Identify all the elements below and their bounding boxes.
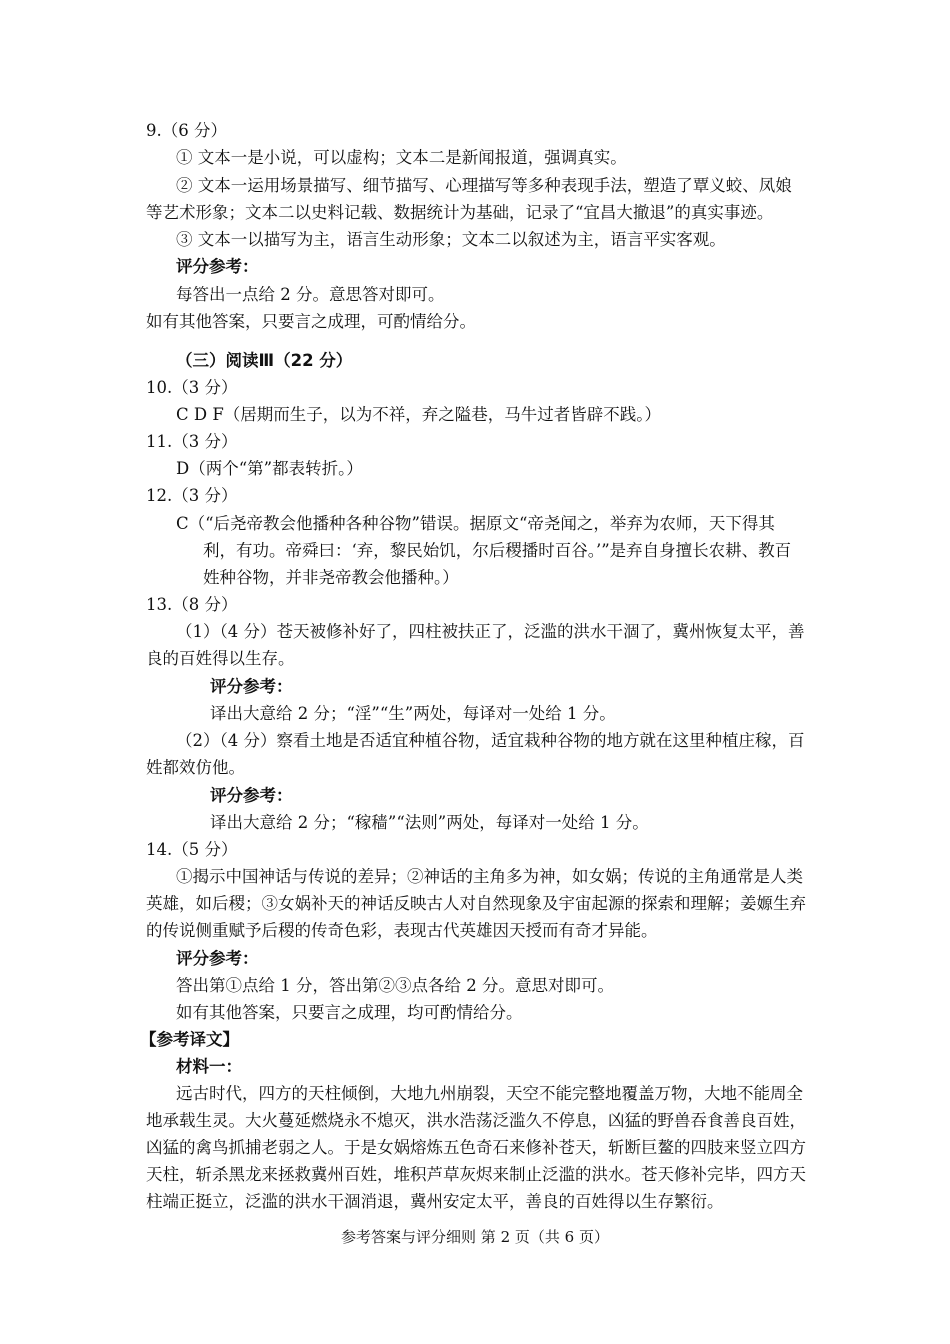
q13-part-1-line-2: 良的百姓得以生存。: [146, 649, 295, 668]
translation-line-4: 天柱，斩杀黑龙来拯救冀州百姓，堆积芦草灰烬来制止泛滥的洪水。苍天修补完毕，四方天: [146, 1165, 806, 1184]
translation-line-2: 地承载生灵。大火蔓延燃烧永不熄灭，洪水浩荡泛滥久不停息，凶猛的野兽吞食善良百姓，: [146, 1111, 806, 1130]
translation-line-1: 远古时代，四方的天柱倾倒，大地九州崩裂，天空不能完整地覆盖万物，大地不能周全: [176, 1084, 803, 1103]
q12-answer-line-1: C（“后尧帝教会他播种各种谷物”错误。据原文“帝尧闻之，举弃为农师，天下得其: [176, 514, 775, 533]
q14-scoring-rule: 答出第①点给 1 分，答出第②③点各给 2 分。意思对即可。: [176, 976, 614, 995]
q12-heading: 12.（3 分）: [146, 486, 238, 505]
q13-part-2-line-1: （2）（4 分）察看土地是否适宜种植谷物，适宜栽种谷物的地方就在这里种植庄稼，百: [176, 731, 805, 750]
q9-heading: 9.（6 分）: [146, 121, 227, 140]
q14-scoring-title: 评分参考：: [176, 949, 259, 968]
q14-heading: 14.（5 分）: [146, 840, 238, 859]
q9-scoring-note: 如有其他答案，只要言之成理，可酌情给分。: [146, 312, 476, 331]
q9-point-3: ③ 文本一以描写为主，语言生动形象；文本二以叙述为主，语言平实客观。: [176, 230, 726, 249]
material-1-label: 材料一：: [176, 1057, 242, 1076]
section-heading-reading-3: （三）阅读Ⅲ（22 分）: [176, 351, 353, 370]
q10-answer: C D F（居期而生子，以为不祥，弃之隘巷，马牛过者皆辟不践。）: [176, 405, 662, 424]
q12-answer-line-3: 姓种谷物，并非尧帝教会他播种。）: [203, 568, 459, 587]
page-footer: 参考答案与评分细则 第 2 页（共 6 页）: [341, 1228, 609, 1246]
q9-scoring-rule: 每答出一点给 2 分。意思答对即可。: [176, 285, 445, 304]
q13-part-2-line-2: 姓都效仿他。: [146, 758, 245, 777]
q13-heading: 13.（8 分）: [146, 595, 238, 614]
q13-part-1-line-1: （1）（4 分）苍天被修补好了，四柱被扶正了，泛滥的洪水干涸了，冀州恢复太平，善: [176, 622, 805, 641]
q9-point-2-line-1: ② 文本一运用场景描写、细节描写、心理描写等多种表现手法，塑造了覃义蛟、凤娘: [176, 176, 792, 195]
q13-part-1-scoring-rule: 译出大意给 2 分；“淫”“生”两处，每译对一处给 1 分。: [210, 704, 616, 723]
reference-translation-title: 【参考译文】: [140, 1030, 239, 1049]
q9-scoring-title: 评分参考：: [176, 257, 259, 276]
q9-point-1: ① 文本一是小说，可以虚构；文本二是新闻报道，强调真实。: [176, 148, 627, 167]
q13-part-2-scoring-title: 评分参考：: [210, 786, 293, 805]
q14-answer-line-2: 英雄，如后稷；③女娲补天的神话反映古人对自然现象及宇宙起源的探索和理解；姜嫄生弃: [146, 894, 806, 913]
q14-answer-line-1: ①揭示中国神话与传说的差异；②神话的主角多为神，如女娲；传说的主角通常是人类: [176, 867, 803, 886]
q10-heading: 10.（3 分）: [146, 378, 238, 397]
q13-part-1-scoring-title: 评分参考：: [210, 677, 293, 696]
q14-scoring-note: 如有其他答案，只要言之成理，均可酌情给分。: [176, 1003, 523, 1022]
q11-heading: 11.（3 分）: [146, 432, 238, 451]
q12-answer-line-2: 利，有功。帝舜曰：‘弃，黎民始饥，尔后稷播时百谷。’”是弃自身擅长农耕、教百: [203, 541, 792, 560]
q13-part-2-scoring-rule: 译出大意给 2 分；“稼穑”“法则”两处，每译对一处给 1 分。: [210, 813, 649, 832]
q11-answer: D（两个“第”都表转折。）: [176, 459, 363, 478]
q9-point-2-line-2: 等艺术形象；文本二以史料记载、数据统计为基础，记录了“宜昌大撤退”的真实事迹。: [146, 203, 774, 222]
q14-answer-line-3: 的传说侧重赋予后稷的传奇色彩，表现古代英雄因天授而有奇才异能。: [146, 921, 658, 940]
translation-line-3: 凶猛的禽鸟抓捕老弱之人。于是女娲熔炼五色奇石来修补苍天，斩断巨鳌的四肢来竖立四方: [146, 1138, 806, 1157]
translation-line-5: 柱端正挺立，泛滥的洪水干涸消退，冀州安定太平，善良的百姓得以生存繁衍。: [146, 1192, 724, 1211]
